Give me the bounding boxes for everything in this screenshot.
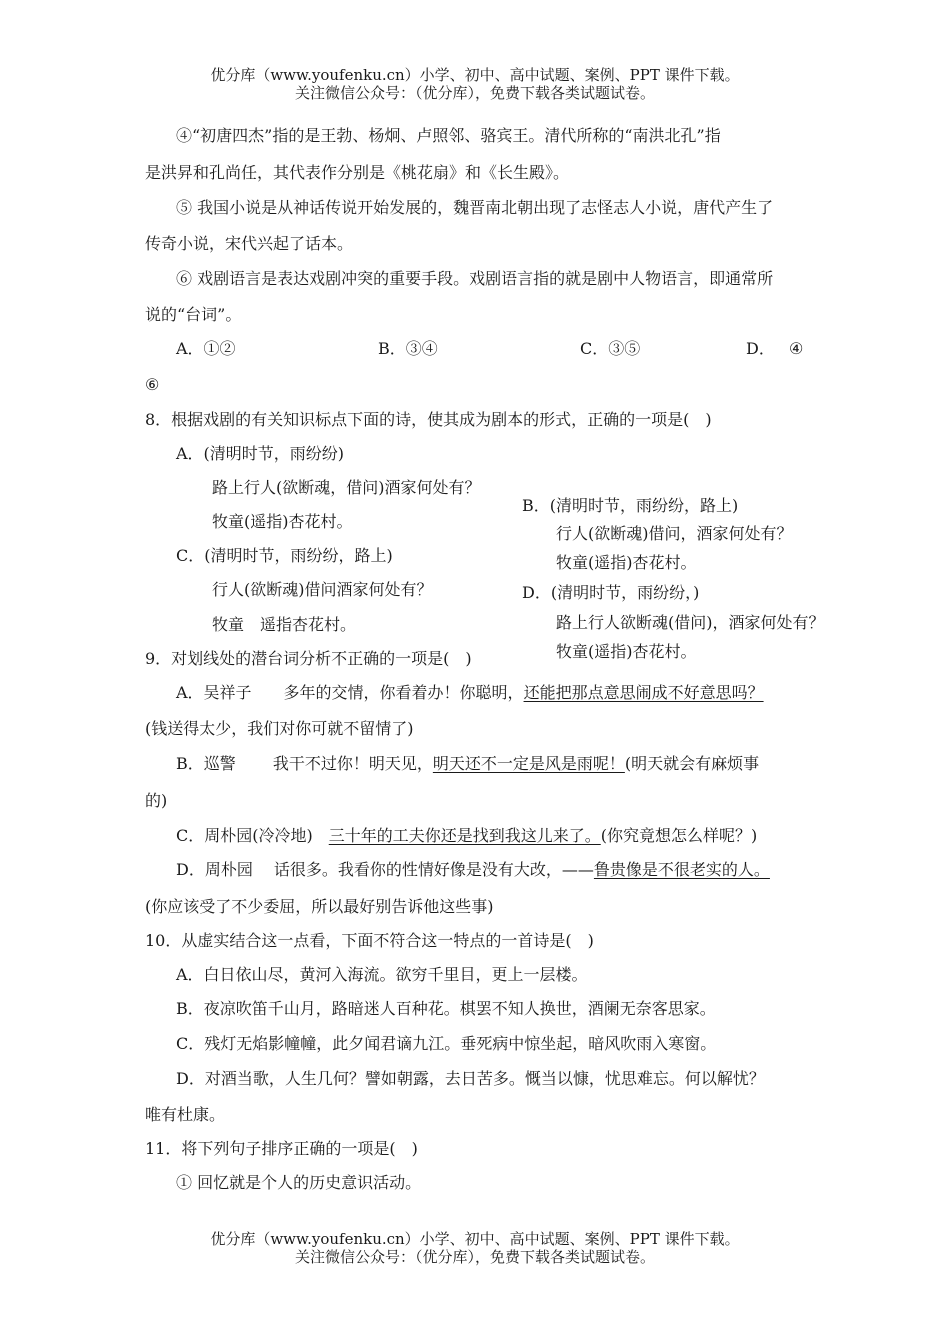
q8-option-a-line2: 路上行人(欲断魂，借问)酒家何处有？ bbox=[212, 478, 481, 497]
item-5-line2: 传奇小说，宋代兴起了话本。 bbox=[145, 234, 354, 253]
q8-option-c-line2: 行人(欲断魂)借问酒家何处有？ bbox=[212, 580, 433, 599]
q11-stem: 11．将下列句子排序正确的一项是( ) bbox=[145, 1139, 418, 1158]
q9-option-b-note: (明天就会有麻烦事 bbox=[624, 754, 760, 773]
q9-option-a-wrap: (钱送得太少，我们对你可就不留情了) bbox=[145, 719, 414, 738]
item-5-line1: ⑤ 我国小说是从神话传说开始发展的，魏晋南北朝出现了志怪志人小说，唐代产生了 bbox=[176, 198, 774, 217]
q8-option-a-line3: 牧童(遥指)杏花村。 bbox=[212, 512, 353, 531]
q7-option-d: D． bbox=[746, 339, 775, 358]
q9-option-d bbox=[176, 860, 770, 880]
item-6-line1: ⑥ 戏剧语言是表达戏剧冲突的重要手段。戏剧语言指的就是剧中人物语言，即通常所 bbox=[176, 269, 774, 288]
q7-option-a: A．①② bbox=[176, 339, 236, 358]
q8-option-c-line3: 牧童 遥指杏花村。 bbox=[212, 615, 357, 634]
q8-stem: 8．根据戏剧的有关知识标点下面的诗，使其成为剧本的形式，正确的一项是( ) bbox=[145, 410, 712, 429]
q8-option-b-line3: 牧童(遥指)杏花村。 bbox=[556, 553, 697, 572]
q11-sentence-1: ① 回忆就是个人的历史意识活动。 bbox=[176, 1173, 422, 1192]
footer-watermark-line1: 优分库（www.youfenku.cn）小学、初中、高中试题、案例、PPT 课件下载。 bbox=[210, 1230, 740, 1248]
q8-option-d-line1: D．(清明时节，雨纷纷，) bbox=[522, 583, 700, 602]
item-6-line2: 说的“台词”。 bbox=[145, 305, 242, 324]
header-watermark-line2: 关注微信公众号：（优分库），免费下载各类试题试卷。 bbox=[294, 84, 655, 102]
q8-option-c-line1: C．(清明时节，雨纷纷，路上) bbox=[176, 546, 393, 565]
q7-option-c: C．③⑤ bbox=[580, 339, 641, 358]
q9-stem: 9．对划线处的潜台词分析不正确的一项是( ) bbox=[145, 649, 472, 668]
q9-option-b-text: B．巡警 我干不过你！明天见， bbox=[176, 754, 433, 773]
q8-option-d-line2: 路上行人欲断魂(借问)，酒家何处有？ bbox=[556, 613, 825, 632]
q8-option-a-line1: A．(清明时节，雨纷纷) bbox=[176, 444, 345, 463]
q7-option-d-value: ④ bbox=[789, 339, 804, 358]
q9-option-a bbox=[176, 683, 764, 703]
q9-option-c-underlined: 三十年的工夫你还是找到我这儿来了。 bbox=[328, 826, 601, 845]
q9-option-b-wrap: 的) bbox=[145, 791, 168, 810]
q9-option-b-underlined: 明天还不一定是风是雨呢！ bbox=[432, 754, 625, 773]
item-4-line1: ④“初唐四杰”指的是王勃、杨炯、卢照邻、骆宾王。清代所称的“南洪北孔”指 bbox=[176, 126, 721, 145]
q7-option-b: B．③④ bbox=[378, 339, 438, 358]
q8-option-b-line1: B．(清明时节，雨纷纷，路上) bbox=[522, 496, 739, 515]
footer-watermark-line2: 关注微信公众号：（优分库），免费下载各类试题试卷。 bbox=[294, 1248, 655, 1266]
q10-option-d: D．对酒当歌，人生几何？譬如朝露，去日苦多。慨当以慷，忧思难忘。何以解忧？ bbox=[176, 1069, 765, 1088]
q8-option-b-line2: 行人(欲断魂)借问，酒家何处有？ bbox=[556, 524, 793, 543]
q9-option-c-note: (你究竟想怎么样呢？) bbox=[600, 826, 758, 845]
q9-option-a-text: A．吴祥子 多年的交情，你看着办！你聪明， bbox=[176, 683, 524, 702]
q9-option-c-text: C．周朴园(冷冷地) bbox=[176, 826, 329, 845]
q9-option-b bbox=[176, 754, 759, 774]
q7-option-d-wrap: ⑥ bbox=[145, 375, 160, 394]
q9-option-c bbox=[176, 826, 757, 846]
q9-option-d-wrap: (你应该受了不少委屈，所以最好别告诉他这些事) bbox=[145, 897, 494, 916]
header-watermark-line1: 优分库（www.youfenku.cn）小学、初中、高中试题、案例、PPT 课件下载。 bbox=[210, 66, 740, 84]
q10-option-b: B．夜凉吹笛千山月，路暗迷人百种花。棋罢不知人换世，酒阑无奈客思家。 bbox=[176, 999, 716, 1018]
q10-option-a: A．白日依山尽，黄河入海流。欲穷千里目，更上一层楼。 bbox=[176, 965, 588, 984]
q10-option-c: C．残灯无焰影幢幢，此夕闻君谪九江。垂死病中惊坐起，暗风吹雨入寒窗。 bbox=[176, 1034, 717, 1053]
item-4-line2: 是洪昇和孔尚任，其代表作分别是《桃花扇》和《长生殿》。 bbox=[145, 163, 570, 182]
q9-option-d-text: D．周朴园 话很多。我看你的性情好像是没有大改，—— bbox=[176, 860, 594, 879]
q8-option-d-line3: 牧童(遥指)杏花村。 bbox=[556, 642, 697, 661]
q9-option-d-underlined: 鲁贵像是不很老实的人。 bbox=[593, 860, 770, 879]
q9-option-a-underlined: 还能把那点意思闹成不好意思吗？ bbox=[523, 683, 764, 702]
q10-stem: 10．从虚实结合这一点看，下面不符合这一特点的一首诗是( ) bbox=[145, 931, 594, 950]
q10-option-d-wrap: 唯有杜康。 bbox=[145, 1105, 226, 1124]
